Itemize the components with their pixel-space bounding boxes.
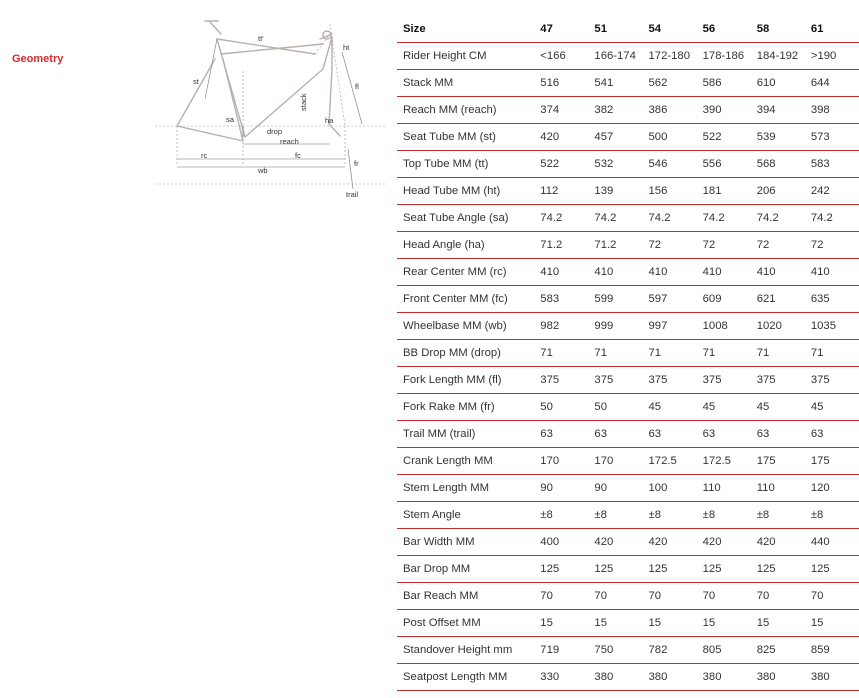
table-cell: 420 xyxy=(751,529,805,556)
table-cell: 90 xyxy=(588,475,642,502)
header-size-47: 47 xyxy=(534,16,588,43)
table-cell: 63 xyxy=(697,421,751,448)
table-cell: 546 xyxy=(643,151,697,178)
table-cell: 420 xyxy=(588,529,642,556)
table-cell: 156 xyxy=(643,178,697,205)
table-cell: 457 xyxy=(588,124,642,151)
table-row xyxy=(397,583,859,610)
row-label: BB Drop MM (drop) xyxy=(397,340,534,367)
table-row xyxy=(397,529,859,556)
table-cell: ±8 xyxy=(588,502,642,529)
table-row xyxy=(397,448,859,475)
table-cell: 390 xyxy=(697,97,751,124)
table-cell: 181 xyxy=(697,178,751,205)
table-cell: 45 xyxy=(643,394,697,421)
table-row xyxy=(397,70,859,97)
table-cell: 420 xyxy=(643,529,697,556)
table-cell: 70 xyxy=(751,583,805,610)
table-cell: 398 xyxy=(805,97,859,124)
table-cell: 375 xyxy=(588,367,642,394)
row-label: Head Angle (ha) xyxy=(397,232,534,259)
table-cell: 110 xyxy=(697,475,751,502)
row-label: Top Tube MM (tt) xyxy=(397,151,534,178)
table-cell: 573 xyxy=(805,124,859,151)
table-cell: 139 xyxy=(588,178,642,205)
table-cell: 375 xyxy=(643,367,697,394)
diagram-label-ha: ha xyxy=(325,116,334,125)
table-cell: 644 xyxy=(805,70,859,97)
table-cell: 380 xyxy=(697,664,751,691)
table-cell: 72 xyxy=(697,232,751,259)
table-cell: 568 xyxy=(751,151,805,178)
table-cell: 380 xyxy=(588,664,642,691)
table-cell: 63 xyxy=(643,421,697,448)
diagram-label-fl: fl xyxy=(355,82,359,91)
table-cell: 1035 xyxy=(805,313,859,340)
header-size-58: 58 xyxy=(751,16,805,43)
table-cell: 112 xyxy=(534,178,588,205)
table-cell: 750 xyxy=(588,637,642,664)
table-cell: 172.5 xyxy=(643,448,697,475)
row-label: Reach MM (reach) xyxy=(397,97,534,124)
table-cell: 71 xyxy=(643,340,697,367)
table-cell: 380 xyxy=(751,664,805,691)
diagram-label-rc: rc xyxy=(201,151,208,160)
table-cell: 74.2 xyxy=(643,205,697,232)
table-cell: 74.2 xyxy=(588,205,642,232)
table-cell: 74.2 xyxy=(751,205,805,232)
table-cell: 400 xyxy=(534,529,588,556)
table-cell: 410 xyxy=(751,259,805,286)
table-cell: 63 xyxy=(805,421,859,448)
diagram-label-fr: fr xyxy=(354,159,359,168)
table-cell: 71 xyxy=(588,340,642,367)
row-label: Bar Reach MM xyxy=(397,583,534,610)
table-cell: 805 xyxy=(697,637,751,664)
table-cell: 610 xyxy=(751,70,805,97)
table-cell: 15 xyxy=(643,610,697,637)
table-cell: 120 xyxy=(805,475,859,502)
row-label: Standover Height mm xyxy=(397,637,534,664)
table-row xyxy=(397,340,859,367)
table-cell: 375 xyxy=(805,367,859,394)
diagram-label-st: st xyxy=(193,77,199,86)
table-cell: 72 xyxy=(751,232,805,259)
table-cell: 1020 xyxy=(751,313,805,340)
table-row xyxy=(397,151,859,178)
table-cell: ±8 xyxy=(643,502,697,529)
row-label: Rider Height CM xyxy=(397,43,534,70)
diagram-label-stack: stack xyxy=(299,93,308,111)
table-cell: >190 xyxy=(805,43,859,70)
table-cell: ±8 xyxy=(751,502,805,529)
table-cell: 110 xyxy=(751,475,805,502)
header-size-56: 56 xyxy=(697,16,751,43)
table-cell: 71.2 xyxy=(588,232,642,259)
table-cell: 609 xyxy=(697,286,751,313)
table-cell: 100 xyxy=(643,475,697,502)
table-row xyxy=(397,394,859,421)
section-title: Geometry xyxy=(12,53,64,65)
table-cell: 70 xyxy=(697,583,751,610)
table-cell: 170 xyxy=(534,448,588,475)
row-label: Head Tube MM (ht) xyxy=(397,178,534,205)
table-cell: 72 xyxy=(805,232,859,259)
diagram-label-fc: fc xyxy=(295,151,301,160)
table-row xyxy=(397,421,859,448)
table-cell: 532 xyxy=(588,151,642,178)
table-cell: 382 xyxy=(588,97,642,124)
table-cell: 63 xyxy=(534,421,588,448)
table-cell: 63 xyxy=(751,421,805,448)
table-cell: 206 xyxy=(751,178,805,205)
table-cell: 999 xyxy=(588,313,642,340)
header-size: Size xyxy=(397,16,534,43)
header-size-54: 54 xyxy=(643,16,697,43)
table-cell: 375 xyxy=(751,367,805,394)
table-cell: 175 xyxy=(751,448,805,475)
table-cell: 410 xyxy=(805,259,859,286)
table-row xyxy=(397,124,859,151)
table-row xyxy=(397,313,859,340)
table-cell: 330 xyxy=(534,664,588,691)
table-cell: 125 xyxy=(588,556,642,583)
table-cell: 15 xyxy=(534,610,588,637)
table-cell: 172-180 xyxy=(643,43,697,70)
table-row xyxy=(397,610,859,637)
table-row xyxy=(397,178,859,205)
table-cell: 15 xyxy=(805,610,859,637)
row-label: Crank Length MM xyxy=(397,448,534,475)
table-cell: 125 xyxy=(534,556,588,583)
table-header-row xyxy=(397,16,859,43)
row-label: Seat Tube MM (st) xyxy=(397,124,534,151)
table-row xyxy=(397,259,859,286)
table-cell: ±8 xyxy=(534,502,588,529)
table-cell: 375 xyxy=(697,367,751,394)
table-cell: 562 xyxy=(643,70,697,97)
row-label: Front Center MM (fc) xyxy=(397,286,534,313)
table-cell: 586 xyxy=(697,70,751,97)
table-cell: 184-192 xyxy=(751,43,805,70)
table-row xyxy=(397,43,859,70)
table-cell: 125 xyxy=(751,556,805,583)
table-cell: 420 xyxy=(534,124,588,151)
table-cell: 375 xyxy=(534,367,588,394)
table-cell: 15 xyxy=(588,610,642,637)
diagram-label-ht: ht xyxy=(343,43,350,52)
header-size-51: 51 xyxy=(588,16,642,43)
table-cell: ±8 xyxy=(805,502,859,529)
table-cell: 583 xyxy=(534,286,588,313)
table-cell: 74.2 xyxy=(697,205,751,232)
table-cell: 522 xyxy=(697,124,751,151)
table-cell: 1008 xyxy=(697,313,751,340)
table-cell: 15 xyxy=(697,610,751,637)
table-row xyxy=(397,502,859,529)
table-cell: 70 xyxy=(588,583,642,610)
table-cell: 859 xyxy=(805,637,859,664)
table-cell: 175 xyxy=(805,448,859,475)
row-label: Stem Length MM xyxy=(397,475,534,502)
table-cell: 635 xyxy=(805,286,859,313)
table-cell: 50 xyxy=(588,394,642,421)
table-cell: 719 xyxy=(534,637,588,664)
row-label: Bar Width MM xyxy=(397,529,534,556)
table-cell: 825 xyxy=(751,637,805,664)
table-cell: 541 xyxy=(588,70,642,97)
table-cell: 70 xyxy=(643,583,697,610)
table-cell: 394 xyxy=(751,97,805,124)
row-label: Fork Length MM (fl) xyxy=(397,367,534,394)
table-cell: 170 xyxy=(588,448,642,475)
table-cell: 242 xyxy=(805,178,859,205)
table-cell: 90 xyxy=(534,475,588,502)
diagram-label-reach: reach xyxy=(280,137,299,146)
row-label: Fork Rake MM (fr) xyxy=(397,394,534,421)
table-cell: 410 xyxy=(643,259,697,286)
row-label: Rear Center MM (rc) xyxy=(397,259,534,286)
diagram-label-wb: wb xyxy=(258,166,268,175)
table-cell: 71 xyxy=(751,340,805,367)
table-cell: 71 xyxy=(805,340,859,367)
table-cell: 599 xyxy=(588,286,642,313)
table-cell: 374 xyxy=(534,97,588,124)
table-cell: <166 xyxy=(534,43,588,70)
table-cell: 997 xyxy=(643,313,697,340)
table-cell: 45 xyxy=(805,394,859,421)
table-cell: 125 xyxy=(697,556,751,583)
table-cell: 74.2 xyxy=(534,205,588,232)
header-size-61: 61 xyxy=(805,16,859,43)
table-cell: 583 xyxy=(805,151,859,178)
row-label: Stack MM xyxy=(397,70,534,97)
table-cell: 380 xyxy=(805,664,859,691)
table-cell: 45 xyxy=(697,394,751,421)
table-cell: 71 xyxy=(534,340,588,367)
table-cell: 125 xyxy=(643,556,697,583)
table-cell: 125 xyxy=(805,556,859,583)
table-cell: 597 xyxy=(643,286,697,313)
row-label: Stem Angle xyxy=(397,502,534,529)
table-cell: 71 xyxy=(697,340,751,367)
table-cell: 556 xyxy=(697,151,751,178)
row-label: Trail MM (trail) xyxy=(397,421,534,448)
table-cell: ±8 xyxy=(697,502,751,529)
table-cell: 74.2 xyxy=(805,205,859,232)
table-row xyxy=(397,556,859,583)
table-cell: 522 xyxy=(534,151,588,178)
table-row xyxy=(397,367,859,394)
table-row xyxy=(397,286,859,313)
table-cell: 15 xyxy=(751,610,805,637)
row-label: Wheelbase MM (wb) xyxy=(397,313,534,340)
row-label: Seat Tube Angle (sa) xyxy=(397,205,534,232)
table-cell: 380 xyxy=(643,664,697,691)
table-cell: 500 xyxy=(643,124,697,151)
row-label: Post Offset MM xyxy=(397,610,534,637)
table-cell: 782 xyxy=(643,637,697,664)
table-cell: 410 xyxy=(534,259,588,286)
table-row xyxy=(397,97,859,124)
geometry-table xyxy=(397,16,859,691)
row-label: Seatpost Length MM xyxy=(397,664,534,691)
row-label: Bar Drop MM xyxy=(397,556,534,583)
table-row xyxy=(397,232,859,259)
table-body xyxy=(397,43,859,691)
geometry-diagram xyxy=(155,14,385,204)
table-cell: 410 xyxy=(697,259,751,286)
table-cell: 45 xyxy=(751,394,805,421)
table-cell: 621 xyxy=(751,286,805,313)
table-cell: 386 xyxy=(643,97,697,124)
diagram-label-drop: drop xyxy=(267,127,283,136)
table-cell: 539 xyxy=(751,124,805,151)
table-cell: 516 xyxy=(534,70,588,97)
diagram-label-sa: sa xyxy=(226,115,234,124)
table-cell: 71.2 xyxy=(534,232,588,259)
table-cell: 70 xyxy=(534,583,588,610)
table-cell: 50 xyxy=(534,394,588,421)
table-row xyxy=(397,205,859,232)
table-row xyxy=(397,637,859,664)
table-cell: 63 xyxy=(588,421,642,448)
table-cell: 410 xyxy=(588,259,642,286)
table-cell: 420 xyxy=(697,529,751,556)
table-cell: 440 xyxy=(805,529,859,556)
table-cell: 166-174 xyxy=(588,43,642,70)
table-cell: 178-186 xyxy=(697,43,751,70)
table-cell: 72 xyxy=(643,232,697,259)
table-cell: 172.5 xyxy=(697,448,751,475)
diagram-label-tt: tt' xyxy=(258,34,264,43)
table-cell: 70 xyxy=(805,583,859,610)
table-row xyxy=(397,664,859,691)
table-row xyxy=(397,475,859,502)
table-cell: 982 xyxy=(534,313,588,340)
diagram-label-trail: trail xyxy=(346,190,359,199)
